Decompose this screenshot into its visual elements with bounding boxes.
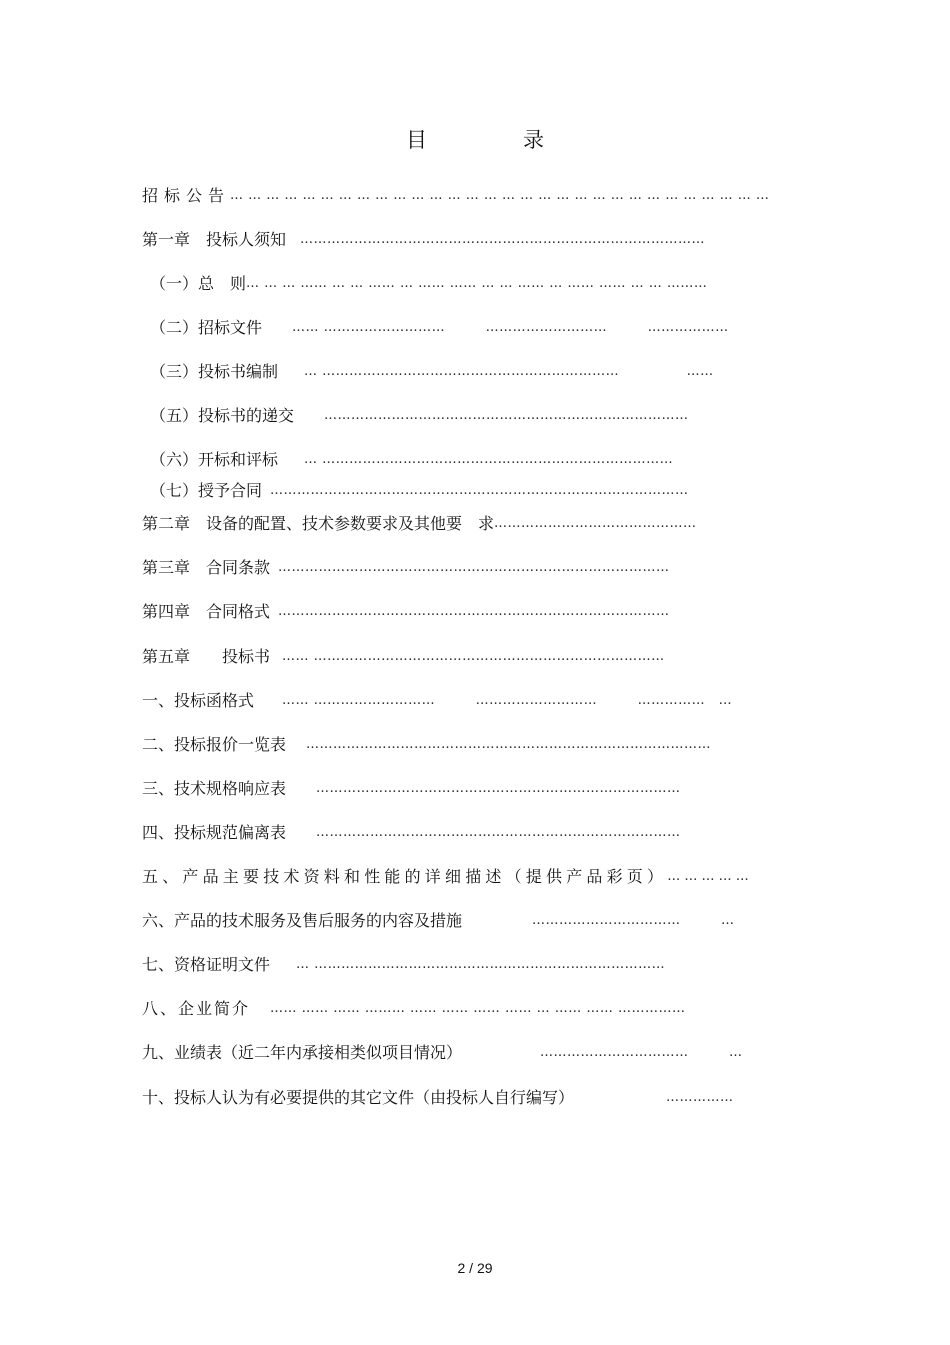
toc-leader-dots: ………………………………………………………………………………: [306, 737, 712, 752]
toc-entry-label: 八、企业简介: [142, 999, 251, 1018]
toc-entry-label: 第二章 设备的配置、技术参数要求及其他要 求: [142, 514, 495, 533]
toc-entry-bid-letter-format: [142, 689, 812, 713]
toc-entry-label: 一、投标函格式: [142, 691, 255, 710]
toc-leader-dots: …………………………………………………………………………………: [270, 483, 689, 498]
toc-entry-performance: [142, 1041, 812, 1065]
toc-leader-dots: … ………………………………………………………… ……: [304, 364, 714, 379]
toc-entry-label: 四、投标规范偏离表: [142, 823, 287, 842]
toc-leader-dots: … ……………………………………………………………………: [296, 957, 666, 972]
toc-entry-label: 第三章 合同条款: [142, 558, 271, 577]
toc-entry-bid-submission: [142, 404, 820, 428]
page-title: 目录: [406, 128, 640, 152]
toc-leader-dots: … ……………………………………………………………………: [304, 452, 674, 467]
toc-entry-chapter-1: [142, 228, 812, 252]
toc-leader-dots: …… ……………………………………………………………………: [282, 649, 665, 664]
toc-leader-dots: … … … …… … … …… … …… …… … … …… … …… …… … … ………: [246, 276, 708, 291]
toc-leader-dots: …… ……………………… ……………………… …………… …: [282, 693, 733, 708]
toc-entry-price-summary: [142, 733, 812, 757]
toc-leader-dots: ……………………………………………………………………………: [278, 604, 670, 619]
toc-entry-chapter-4: [142, 600, 812, 624]
toc-leader-dots: ……………………………………………………………………………: [278, 560, 670, 575]
toc-entry-label: （五）投标书的递交: [150, 406, 295, 425]
toc-leader-dots: …… …… …… ……… …… …… …… …… … …… …… ……………: [270, 1001, 686, 1016]
toc-entry-label: （二）招标文件: [150, 318, 263, 337]
toc-leader-dots: … … … … … … … … … … … … … … … … … … … … … … … … … … … … … …: [230, 188, 770, 203]
toc-entry-deviation-table: [142, 821, 812, 845]
toc-entry-tender-docs: [142, 316, 820, 340]
toc-leader-dots: ………………………………………………………………………: [316, 781, 681, 796]
toc-entry-label: 招标公告: [142, 186, 231, 205]
toc-entry-qualification: [142, 953, 812, 977]
toc-entry-label: 二、投标报价一览表: [142, 735, 287, 754]
toc-entry-after-sales: [142, 909, 812, 933]
toc-entry-contract-award: [142, 479, 820, 503]
toc-entry-label: （一）总 则: [150, 274, 247, 293]
toc-entry-company-profile: [142, 997, 812, 1021]
toc-entry-label: （六）开标和评标: [150, 450, 279, 469]
toc-entry-product-info: [142, 865, 812, 889]
toc-entry-label: （七）授予合同: [150, 481, 263, 500]
toc-entry-chapter-3: [142, 556, 812, 580]
toc-entry-label: 九、业绩表（近二年内承接相类似项目情况）: [142, 1043, 463, 1062]
toc-entry-announcement: [142, 184, 812, 208]
toc-entry-bid-preparation: [142, 360, 820, 384]
toc-leader-dots: … … … … …: [667, 869, 749, 884]
toc-entry-other-docs: [142, 1086, 812, 1110]
toc-entry-label: 十、投标人认为有必要提供的其它文件（由投标人自行编写）: [142, 1088, 575, 1107]
toc-entry-label: 第一章 投标人须知: [142, 230, 287, 249]
toc-entry-label: 七、资格证明文件: [142, 955, 271, 974]
toc-entry-label: 第四章 合同格式: [142, 602, 271, 621]
toc-leader-dots: ………………………………………: [494, 516, 697, 531]
toc-leader-dots: ………………………………………………………………………………: [300, 232, 706, 247]
toc-entry-label: 六、产品的技术服务及售后服务的内容及措施: [142, 911, 463, 930]
toc-entry-label: 五、产品主要技术资料和性能的详细描述（提供产品彩页）: [142, 867, 668, 886]
page-number: 2 / 29: [457, 1260, 493, 1276]
toc-entry-chapter-5: [142, 645, 812, 669]
toc-entry-opening-evaluation: [142, 448, 820, 472]
toc-leader-dots: …… ……………………… ……………………… ………………: [292, 320, 729, 335]
toc-leader-dots: ………………………………………………………………………: [324, 408, 689, 423]
toc-leader-dots: ……………: [666, 1090, 734, 1105]
toc-leader-dots: …………………………… …: [532, 913, 735, 928]
toc-leader-dots: …………………………… …: [540, 1045, 743, 1060]
toc-entry-label: 三、技术规格响应表: [142, 779, 287, 798]
toc-entry-tech-response: [142, 777, 812, 801]
toc-entry-label: （三）投标书编制: [150, 362, 279, 381]
toc-leader-dots: ………………………………………………………………………: [316, 825, 681, 840]
toc-entry-chapter-2: [142, 512, 812, 536]
toc-entry-label: 第五章 投标书: [142, 647, 271, 666]
toc-entry-general: [142, 272, 820, 296]
